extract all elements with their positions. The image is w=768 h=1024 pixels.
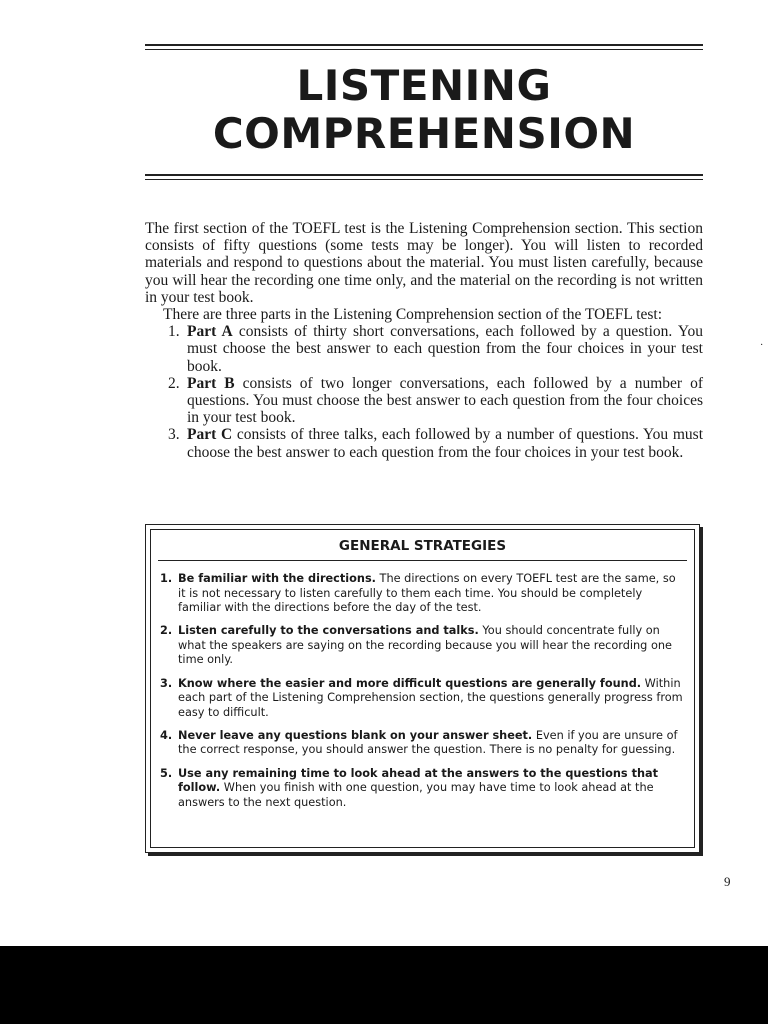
list-number: 2. — [168, 374, 180, 392]
part-description: consists of three talks, each followed by a number of questions. You must choose the best answer to each question from the four choices in your test book. — [187, 426, 703, 461]
strategies-list — [160, 572, 685, 819]
strategy-heading: Use any remaining time to look ahead at the answers to the questions that follow. — [178, 766, 659, 795]
list-number: 3. — [168, 426, 180, 444]
title-line-2: COMPREHENSION — [212, 109, 636, 158]
strategy-item — [160, 729, 685, 758]
scan-speck: · — [760, 340, 764, 351]
general-strategies-box — [145, 524, 700, 853]
list-number: 5. — [160, 766, 173, 780]
list-number: 2. — [160, 624, 173, 638]
strategy-text: You should concentrate fully on what the speakers are saying on the recording because you will hear the recording one time only. — [178, 624, 672, 667]
strategy-text: Even if you are unsure of the correct response, you should answer the question. There is no penalty for guessing. — [178, 728, 678, 757]
part-label: Part C — [187, 426, 233, 444]
box-title: GENERAL STRATEGIES — [158, 537, 687, 561]
strategy-item — [160, 677, 685, 721]
part-description: consists of thirty short conversations, each followed by a question. You must choose the best answer to each question from the four choices in your test book. — [187, 323, 703, 375]
parts-list — [145, 323, 703, 461]
strategy-item — [160, 572, 685, 616]
title-line-1: LISTENING — [296, 61, 552, 110]
part-label: Part A — [187, 323, 233, 341]
intro-section — [145, 220, 703, 461]
list-number: 4. — [160, 728, 173, 742]
list-number: 3. — [160, 676, 173, 690]
strategy-text: The directions on every TOEFL test are the same, so it is not necessary to listen carefully to them each time. You should be completely familiar with the directions before the day of the test. — [178, 572, 676, 615]
strategy-text: Within each part of the Listening Comprehension section, the questions generally progress from easy to difficult. — [178, 676, 683, 719]
title-bottom-rule — [145, 174, 703, 180]
intro-paragraph-2: There are three parts in the Listening Comprehension section of the TOEFL test: — [163, 306, 663, 324]
page-number: 9 — [724, 874, 731, 889]
list-number: 1. — [160, 572, 173, 585]
parts-list-item — [145, 375, 703, 427]
strategy-item — [160, 767, 685, 811]
strategy-heading: Be familiar with the directions. — [178, 572, 376, 585]
strategy-heading: Listen carefully to the conversations and talks. — [178, 624, 479, 638]
intro-paragraph-1: The first section of the TOEFL test is the Listening Comprehension section. This section consists of fifty questions (some tests may be longer). You will listen to recorded materials and respond to questions about the material. You must listen carefully, because you will hear the recording one time only, and the material on the recording is not written in your test book. — [145, 220, 703, 306]
strategy-heading: Know where the easier and more difficult questions are generally found. — [178, 676, 642, 690]
part-description: consists of two longer conversations, each followed by a number of questions. You must choose the best answer to each question from the four choices in your test book. — [187, 374, 703, 427]
strategy-heading: Never leave any questions blank on your answer sheet. — [178, 728, 533, 742]
strategy-item — [160, 624, 685, 668]
page-title — [145, 62, 703, 158]
list-number: 1. — [168, 323, 180, 341]
scan-bottom-bar — [0, 946, 768, 1024]
top-rule — [145, 44, 703, 50]
parts-list-item — [145, 323, 703, 375]
parts-list-item — [145, 426, 703, 460]
strategy-text: When you finish with one question, you may have time to look ahead at the answers to the next question. — [178, 781, 654, 809]
part-label: Part B — [187, 374, 235, 392]
